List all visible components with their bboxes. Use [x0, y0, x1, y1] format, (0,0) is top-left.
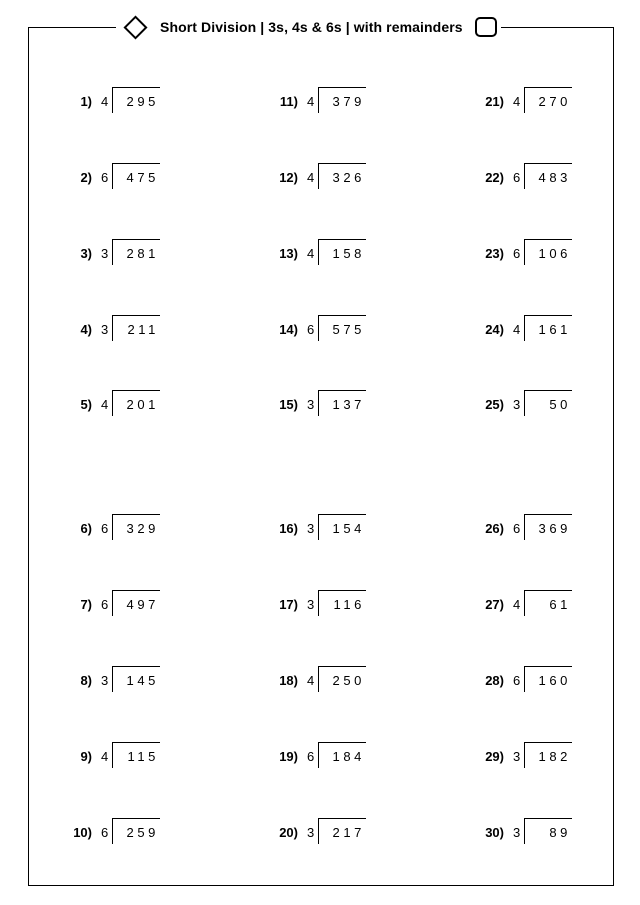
- dividend: 211: [127, 322, 159, 337]
- divisor: 6: [513, 521, 521, 536]
- divisor: 6: [101, 170, 109, 185]
- problem-number: 10): [73, 825, 92, 840]
- dividend: 184: [332, 749, 365, 764]
- problem-number: 13): [279, 246, 298, 261]
- problem-number: 29): [485, 749, 504, 764]
- divisor: 3: [101, 322, 109, 337]
- divisor: 6: [307, 322, 315, 337]
- problem-number: 7): [80, 597, 92, 612]
- divisor: 6: [101, 521, 109, 536]
- problem-number: 8): [80, 673, 92, 688]
- problem-number: 23): [485, 246, 504, 261]
- problem-number: 6): [80, 521, 92, 536]
- divisor: 3: [101, 673, 109, 688]
- problem-number: 17): [279, 597, 298, 612]
- problem-number: 25): [485, 397, 504, 412]
- problem-number: 26): [485, 521, 504, 536]
- divisor: 4: [307, 170, 315, 185]
- problem-number: 24): [485, 322, 504, 337]
- divisor: 4: [101, 397, 109, 412]
- dividend: 329: [126, 521, 159, 536]
- dividend: 475: [126, 170, 159, 185]
- dividend: 250: [332, 673, 365, 688]
- divisor: 6: [513, 673, 521, 688]
- divisor: 6: [307, 749, 315, 764]
- divisor: 3: [307, 397, 315, 412]
- problem-number: 3): [80, 246, 92, 261]
- divisor: 3: [101, 246, 109, 261]
- dividend: 259: [126, 825, 159, 840]
- dividend: 497: [126, 597, 159, 612]
- dividend: 145: [126, 673, 159, 688]
- divisor: 3: [513, 749, 521, 764]
- problem-number: 21): [485, 94, 504, 109]
- worksheet-header: [116, 12, 501, 42]
- dividend: 61: [549, 597, 571, 612]
- dividend: 161: [538, 322, 571, 337]
- divisor: 3: [513, 825, 521, 840]
- divisor: 4: [513, 597, 521, 612]
- dividend: 137: [332, 397, 365, 412]
- divisor: 6: [513, 246, 521, 261]
- problem-number: 12): [279, 170, 298, 185]
- dividend: 182: [538, 749, 571, 764]
- dividend: 158: [332, 246, 365, 261]
- dividend: 326: [332, 170, 365, 185]
- problem-number: 16): [279, 521, 298, 536]
- dividend: 154: [332, 521, 365, 536]
- problem-number: 4): [80, 322, 92, 337]
- problem-number: 28): [485, 673, 504, 688]
- problem-number: 20): [279, 825, 298, 840]
- dividend: 50: [549, 397, 571, 412]
- problem-number: 11): [279, 94, 298, 109]
- problem-number: 27): [485, 597, 504, 612]
- divisor: 4: [513, 322, 521, 337]
- dividend: 89: [549, 825, 571, 840]
- problem-number: 18): [279, 673, 298, 688]
- problem-number: 19): [279, 749, 298, 764]
- octagon-icon: [475, 17, 497, 37]
- divisor: 4: [513, 94, 521, 109]
- dividend: 217: [332, 825, 365, 840]
- dividend: 379: [332, 94, 365, 109]
- divisor: 3: [513, 397, 521, 412]
- dividend: 201: [126, 397, 159, 412]
- page-title: Short Division | 3s, 4s & 6s | with remainders: [160, 19, 463, 35]
- problem-number: 14): [279, 322, 298, 337]
- dividend: 270: [538, 94, 571, 109]
- dividend: 369: [538, 521, 571, 536]
- divisor: 6: [101, 825, 109, 840]
- divisor: 4: [307, 673, 315, 688]
- dividend: 295: [126, 94, 159, 109]
- divisor: 4: [307, 94, 315, 109]
- dividend: 116: [333, 597, 365, 612]
- diamond-icon: [123, 15, 147, 39]
- divisor: 6: [513, 170, 521, 185]
- problem-number: 22): [485, 170, 504, 185]
- divisor: 3: [307, 521, 315, 536]
- dividend: 575: [332, 322, 365, 337]
- dividend: 106: [538, 246, 571, 261]
- dividend: 115: [127, 749, 159, 764]
- divisor: 3: [307, 825, 315, 840]
- dividend: 160: [538, 673, 571, 688]
- divisor: 4: [307, 246, 315, 261]
- divisor: 3: [307, 597, 315, 612]
- dividend: 483: [538, 170, 571, 185]
- divisor: 4: [101, 749, 109, 764]
- problem-number: 9): [80, 749, 92, 764]
- divisor: 4: [101, 94, 109, 109]
- problem-number: 5): [80, 397, 92, 412]
- problem-number: 2): [80, 170, 92, 185]
- problem-number: 1): [80, 94, 92, 109]
- divisor: 6: [101, 597, 109, 612]
- dividend: 281: [126, 246, 159, 261]
- problem-number: 15): [279, 397, 298, 412]
- problem-number: 30): [485, 825, 504, 840]
